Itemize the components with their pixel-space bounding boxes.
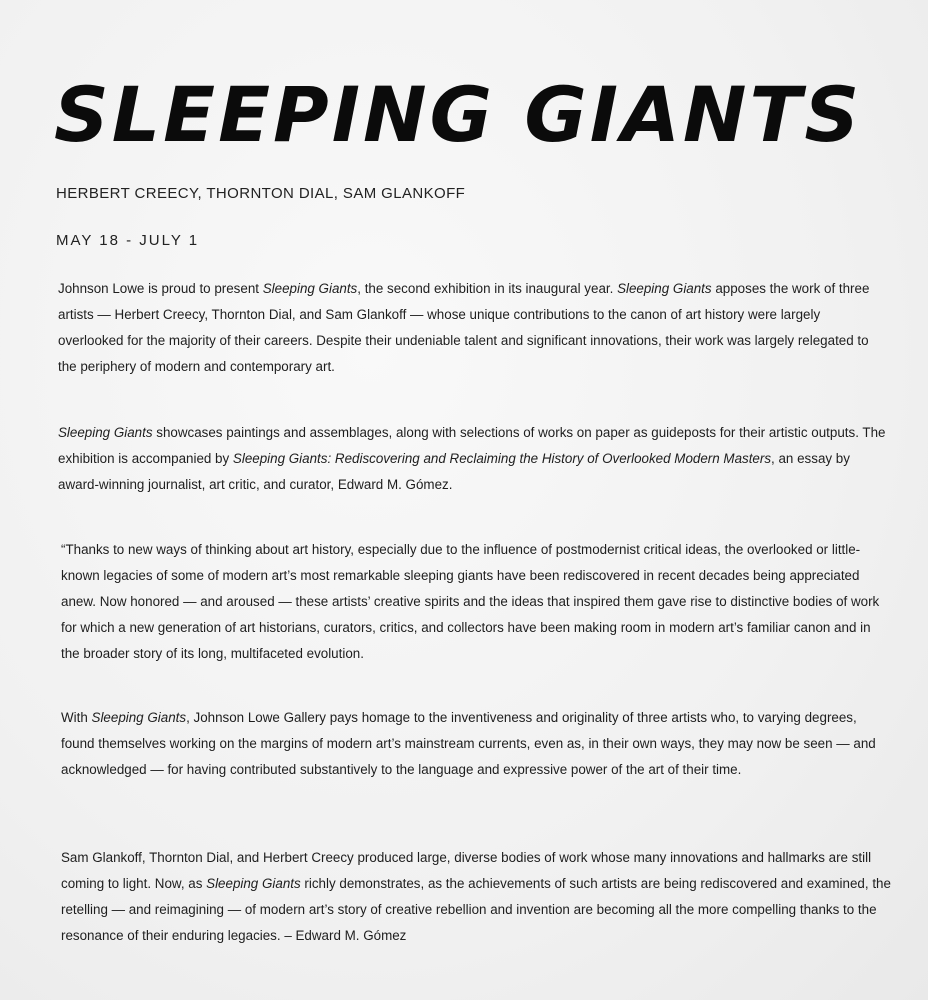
essay-title-italic: Sleeping Giants: Rediscovering and Reclaiming the History of Overlooked Modern Masters [232, 451, 772, 466]
text-run: apposes the work of three artists — Herbert Creecy, Thornton Dial, and Sam Glankoff — whose unique contributions to the canon of art history were largely overlooked for the majority of their careers. Despite their undeniable talent and significant innovations, their work was largely relegated to the periphery of modern and contemporary art. [58, 281, 870, 374]
exhibition-name-italic: Sleeping Giants [58, 425, 153, 440]
text-run: richly demonstrates, as the achievements of such artists are being rediscovered and examined, the retelling — and reimagining — of modern art’s story of creative rebellion and invention are becoming all the more compelling thanks to the resonance of their enduring legacies. – Edward M. Gómez [61, 876, 891, 943]
intro-paragraph [58, 276, 888, 380]
exhibition-dates: MAY 18 - JULY 1 [56, 232, 200, 249]
artist-names: HERBERT CREECY, THORNTON DIAL, SAM GLANKOFF [56, 185, 466, 202]
text-run: Johnson Lowe is proud to present [58, 281, 263, 296]
quote-paragraph [61, 537, 891, 667]
text-run: With [61, 710, 92, 725]
exhibition-name-italic: Sleeping Giants [91, 710, 187, 725]
text-run: showcases paintings and assemblages, along with selections of works on paper as guideposts for their artistic outputs. The exhibition is accompanied by [58, 425, 886, 466]
showcase-paragraph [58, 420, 888, 498]
exhibition-name-italic: Sleeping Giants [262, 281, 358, 296]
closing-paragraph [61, 845, 891, 949]
exhibition-name-italic: Sleeping Giants [617, 281, 712, 296]
text-run: , the second exhibition in its inaugural year. [357, 281, 618, 296]
exhibition-name-italic: Sleeping Giants [206, 876, 301, 891]
text-run: “Thanks to new ways of thinking about art history, especially due to the influence of postmodernist critical ideas, the overlooked or little-known legacies of some of modern art’s most remarkable sleeping giants have been rediscovered in recent decades being appreciated anew. Now honored — and aroused — these artists’ creative spirits and the ideas that inspired them gave rise to distinctive bodies of work for which a new generation of art historians, curators, critics, and collectors have been making room in modern art’s familiar canon and in the broader story of its long, multifaceted evolution. [61, 542, 880, 661]
text-run: Sam Glankoff, Thornton Dial, and Herbert Creecy produced large, diverse bodies of work whose many innovations and hallmarks are still coming to light. Now, as [61, 850, 872, 891]
text-run: , an essay by award-winning journalist, art critic, and curator, Edward M. Gómez. [58, 451, 850, 492]
homage-paragraph [61, 705, 891, 783]
exhibition-title: SLEEPING GIANTS [54, 70, 863, 159]
text-run: , Johnson Lowe Gallery pays homage to the inventiveness and originality of three artists who, to varying degrees, found themselves working on the margins of modern art’s mainstream currents, even as, in their own ways, they may now be seen — and acknowledged — for having contributed substantively to the language and expressive power of the art of their time. [61, 710, 876, 777]
